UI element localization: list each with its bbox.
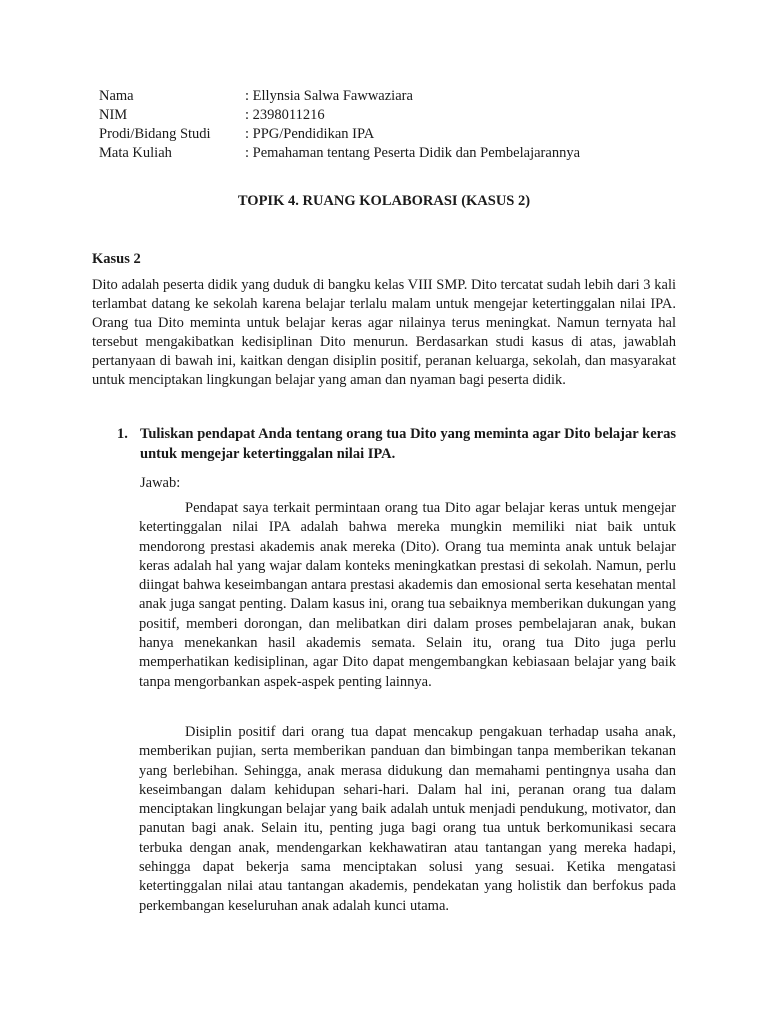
student-info-table — [99, 87, 580, 163]
info-label: Prodi/Bidang Studi — [99, 126, 211, 142]
question-text: Tuliskan pendapat Anda tentang orang tua Dito yang meminta agar Dito belajar keras untuk mengejar ketertinggalan nilai IPA. — [140, 426, 676, 462]
info-value: : 2398011216 — [245, 107, 325, 123]
case-description: Dito adalah peserta didik yang duduk di bangku kelas VIII SMP. Dito tercatat sudah lebih dari 3 kali terlambat datang ke sekolah karena belajar terlalu malam untuk mengejar ketertinggalan nilai IPA. Orang tua Dito meminta untuk belajar keras agar nilainya terus meningkat. Namun ternyata hal tersebut mengakibatkan kedisiplinan Dito menurun. Berdasarkan studi kasus di atas, jawablah pertanyaan di bawah ini, kaitkan dengan disiplin positif, peranan keluarga, sekolah, dan masyarakat untuk menciptakan lingkungan belajar yang aman dan nyaman bagi peserta didik. — [92, 277, 676, 389]
info-label: Nama — [99, 88, 134, 104]
info-row-course — [99, 144, 580, 163]
answer-paragraph: Pendapat saya terkait permintaan orang tua Dito agar belajar keras untuk mengejar ketertinggalan nilai IPA adalah bahwa mereka mungkin memiliki niat baik untuk mendorong prestasi akademis anak mereka (Dito). Orang tua meminta anak untuk belajar keras adalah hal yang wajar dalam konteks meningkatkan prestasi di sekolah. Namun, perlu diingat bahwa keseimbangan antara prestasi akademis dan emosional serta kesehatan mental anak juga sangat penting. Dalam kasus ini, orang tua sebaiknya memberikan dukungan yang positif, memberi dorongan, dan melibatkan diri dalam proses pembelajaran anak, bukan hanya menekankan hasil akademis semata. Selain itu, orang tua Dito juga perlu memperhatikan kedisiplinan, agar Dito dapat mengembangkan kebiasaan belajar yang baik tanpa mengorbankan aspek-aspek penting lainnya. — [139, 500, 676, 690]
info-value: : Ellynsia Salwa Fawwaziara — [245, 88, 413, 104]
case-heading: Kasus 2 — [92, 251, 141, 267]
info-row-program — [99, 125, 580, 144]
info-row-nim — [99, 106, 580, 125]
answer-paragraph: Disiplin positif dari orang tua dapat mencakup pengakuan terhadap usaha anak, memberikan pujian, serta memberikan panduan dan bimbingan tanpa memberikan tekanan yang berlebihan. Sehingga, anak merasa didukung dan memahami pentingnya usaha dan keseimbangan dalam kehidupan sehari-hari. Dalam hal ini, peranan orang tua dalam menciptakan lingkungan belajar yang baik adalah untuk menjadi pendukung, motivator, dan panutan bagi anak. Selain itu, penting juga bagi orang tua untuk berkomunikasi secara terbuka dengan anak, mendengarkan kekhawatiran atau tantangan yang mereka hadapi, sehingga dapat bekerja sama menciptakan solusi yang sesuai. Ketika mengatasi ketertinggalan nilai atau tantangan akademis, pendekatan yang holistik dan berfokus pada perkembangan keseluruhan anak adalah kunci utama. — [139, 724, 676, 914]
question-number: 1. — [117, 426, 128, 442]
info-row-name — [99, 87, 580, 106]
info-label: NIM — [99, 107, 128, 123]
info-label: Mata Kuliah — [99, 145, 172, 161]
answer-label: Jawab: — [140, 475, 181, 491]
info-value: : PPG/Pendidikan IPA — [245, 126, 375, 142]
info-value: : Pemahaman tentang Peserta Didik dan Pembelajarannya — [245, 145, 581, 161]
document-title: TOPIK 4. RUANG KOLABORASI (KASUS 2) — [237, 193, 531, 209]
